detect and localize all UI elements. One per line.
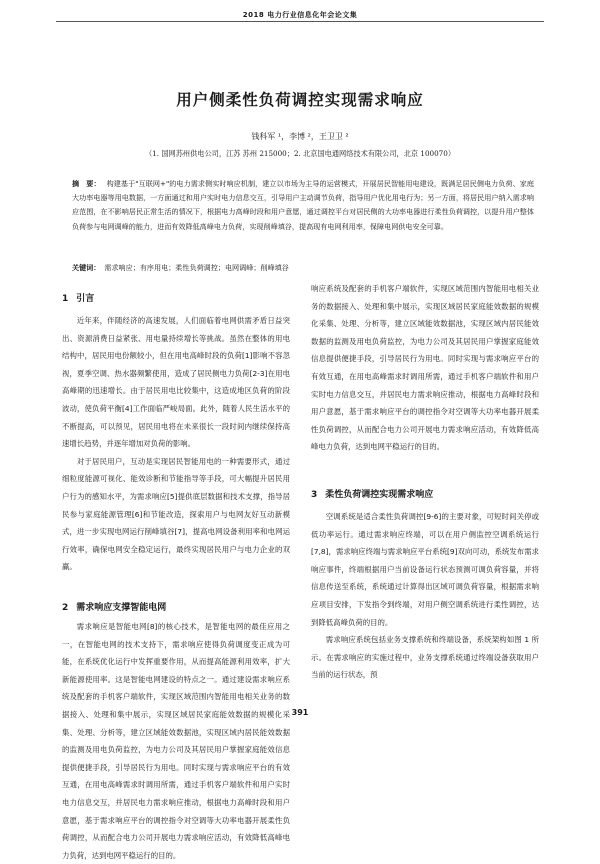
section-2-body-left xyxy=(62,618,290,860)
section-3-body xyxy=(311,508,539,706)
paragraph: 对于居民用户，互动是实现居民智能用电的一种需要形式，通过细粒度能源可视化、能效诊断和节能指导等手段，可大幅提升居民用户行为的感知水平，为需求响应[5]提供底层数据和技术支撑，指导居民参与家庭能源管理[6]和节能改造，探索用户与电网友好互动新模式，进一步实现电网运行削峰填谷[7]，提高电网设备利用率和电网运行效率，确保电网安全稳定运行，最终实现居民用户与电力企业的双赢。 xyxy=(62,456,290,572)
affiliations: （1. 国网苏州供电公司，江苏 苏州 215000；2. 北京国电通网络技术有限公司，北京 100070） xyxy=(144,149,456,158)
paragraph: 需求响应系统包括业务支撑系统和终端设备，系统架构如图 1 所示。在需求响应的实施过程中，业务支撑系统通过终端设备获取用户当前的运行状态，预 xyxy=(311,635,539,680)
section-1-body xyxy=(62,312,290,587)
abstract-text: 构建基于"互联网+"的电力需求侧实时响应机制，建立以市场为主导的运营模式，开展居民智能用电建设，既满足居民侧电力负荷、家庭大功率电器等用电数据，一方面通过和用户实时电力信息交互，引导用户主动调节负荷，指导用户优化用电行为；另一方面，将居民用户纳入需求响应范围，在不影响居民正常生活的情况下，根据电力高峰时段和用户意愿，通过调控平台对居民侧的大功率电器进行柔性负荷调控，以提升用户整体负荷参与电网调峰的能力，进而有效降低高峰电力负荷，实现削峰填谷，提高现有电网利用率，保障电网供电安全可靠。 xyxy=(72,179,535,231)
abstract-label: 摘 要： xyxy=(72,179,101,188)
keywords xyxy=(72,262,534,274)
section-2-heading: 2 需求响应支撑智能电网 xyxy=(62,603,167,613)
keywords-label: 关键词： xyxy=(72,263,101,272)
running-header: 2018 电力行业信息化年会论文集 xyxy=(242,11,358,19)
header-rule xyxy=(56,21,544,22)
section-1-heading: 1 引言 xyxy=(62,294,95,304)
section-2-body-right xyxy=(311,280,539,470)
keywords-text: 需求响应；有序用电；柔性负荷调控；电网调峰；削峰填谷 xyxy=(104,263,289,272)
paper-title: 用户侧柔性负荷调控实现需求响应 xyxy=(176,91,424,109)
abstract xyxy=(72,177,534,234)
section-3-heading: 3 柔性负荷调控实现需求响应 xyxy=(311,490,434,500)
paragraph: 需求响应是智能电网[8]的核心技术，是智能电网的最佳应用之一，在智能电网的技术支持下，需求响应使得负荷调度变正成为可能，在系统优化运行中发挥重要作用，从而提高能源利用效率，扩大新能源使用率。这是智能电网建设的特点之一。通过建设需求响应系统及配套的手机客户端软件，实现区域范围内智能用电相关业务的数据接入、处理和集中展示，实现区域居民家庭能效数据的规模化采集、处理、分析等，建立区域能效数据池，实现区域内居民能效数据的监测及用电负荷监控，为电力公司及其居民用户掌握家庭能效信息提供便捷手段，引导居民行为用电。同时实现与需求响应平台的有效互通，在用电高峰需求时调用所需，通过手机客户端软件和用户实时电力信息交互，并居民电力需求响应推动，根据电力高峰时段和用户意愿，基于需求响应平台的调控指令对空调等大功率电器开展柔性负荷调控，从而配合电力公司开展电力需求响应活动，有效降低高峰电力负荷，达到电网平稳运行的目的。 xyxy=(62,622,290,860)
authors: 钱科军 ¹，李博 ²，王卫卫 ² xyxy=(251,132,349,141)
paragraph: 近年来，伴随经济的高速发展，人们面临着电网供需矛盾日益突出、资源消费日益紧张、用电量持续增长等挑战。虽然在整体的用电结构中，居民用电份额较小，但在用电高峰时段的负荷[1]影响不容忽视，夏季空调、热水器频繁使用，造成了居民侧电力负荷[2-3]在用电高峰期的迅速增长。由于居民用电比较集中，这造成地区负荷的阶段波动，使负荷平衡[4]工作面临严峻局面。此外，随着人民生活水平的不断提高，可以预见，居民用电将在未来很长一段时间内继续保持高速增长趋势，并逐年增加对负荷的影响。 xyxy=(62,316,290,449)
page-number: 391 xyxy=(291,708,309,717)
paragraph: 空调系统是适合柔性负荷调控[9-6]的主要对象，可短时间关停或低功率运行。通过需求响应终端，可以在用户侧监控空调系统运行[7,8]，需求响应终端与需求响应平台系统[9]双向可动，系统发布需求响应事件，终端根据用户当前设备运行状态预测可调负荷容量，并将信息传送至系统，系统通过计算得出区域可调负荷容量，根据需求响应项目安排，下发指令到终端，对用户侧空调系统进行柔性调控，达到降低高峰负荷的目的。 xyxy=(311,512,539,627)
paragraph: 响应系统及配套的手机客户端软件，实现区域范围内智能用电相关业务的数据接入、处理和集中展示，实现区域居民家庭能效数据的规模化采集、处理、分析等，建立区域能效数据池，实现区域内居民能效数据的监测及用电负荷监控，为电力公司及其居民用户掌握家庭能效信息提供便捷手段，引导居民行为用电。同时实现与需求响应平台的有效互通，在用电高峰需求时调用所需，通过手机客户端软件和用户实时电力信息交互，并居民电力需求响应推动，根据电力高峰时段和用户意愿，基于需求响应平台的调控指令对空调等大功率电器开展柔性负荷调控，从而配合电力公司开展电力需求响应活动，有效降低高峰电力负荷，达到电网平稳运行的目的。 xyxy=(311,284,539,452)
